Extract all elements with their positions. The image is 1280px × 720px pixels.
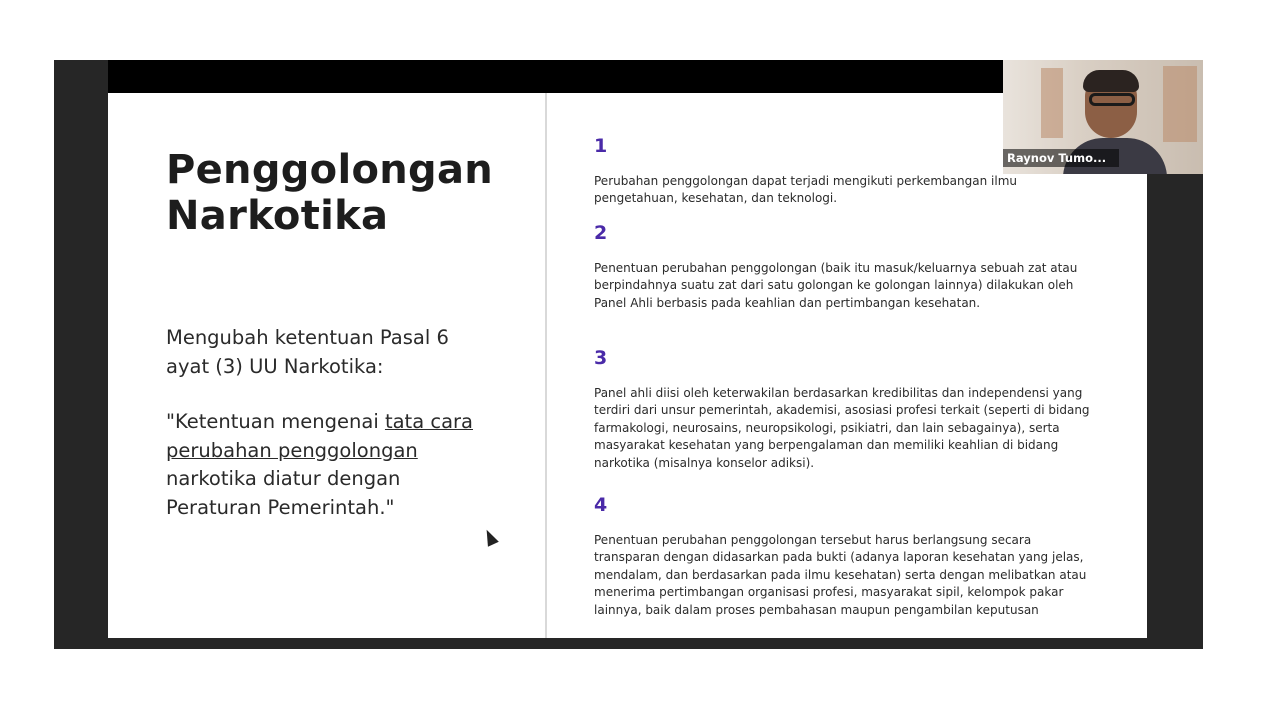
quote-start: "Ketentuan mengenai <box>166 410 385 433</box>
bookshelf-left <box>1041 68 1063 138</box>
item-number-3: 3 <box>594 347 608 369</box>
participant-video-tile[interactable] <box>1003 60 1203 174</box>
bookshelf-right <box>1163 66 1197 142</box>
participant-name-label: Raynov Tumo... <box>1003 149 1119 167</box>
presentation-slide <box>108 93 1147 638</box>
participant-glasses <box>1089 93 1135 106</box>
item-text-1: Perubahan penggolongan dapat terjadi mengikuti perkembangan ilmu pengetahuan, kesehatan, dan teknologi. <box>594 174 1017 206</box>
slide-divider <box>545 93 547 638</box>
item-text-3: Panel ahli diisi oleh keterwakilan berdasarkan kredibilitas dan independensi yang terdiri dari unsur pemerintah, akademisi, asosiasi profesi terkait (seperti di bidang farmakologi, neurosains, neuropsikologi, psikiatri, dan lain sebagainya), serta masyarakat kesehatan yang berpengalaman dan memiliki keahlian di bidang narkotika (misalnya konselor adiksi). <box>594 386 1090 470</box>
slide-title: Penggolongan Narkotika <box>166 147 494 239</box>
item-text-2: Penentuan perubahan penggolongan (baik itu masuk/keluarnya sebuah zat atau berpindahnya suatu zat dari satu golongan ke golongan lainnya) dilakukan oleh Panel Ahli berbasis pada keahlian dan pertimbangan kesehatan. <box>594 261 1078 310</box>
participant-hair <box>1083 70 1139 92</box>
slide-lead-text: Mengubah ketentuan Pasal 6 ayat (3) UU Narkotika: <box>166 326 449 378</box>
item-number-1: 1 <box>594 135 608 157</box>
screen-share-top-bar <box>108 60 1003 93</box>
quote-underlined-text: tata cara perubahan penggolongan <box>166 410 473 462</box>
quote-end: narkotika diatur dengan Peraturan Pemerintah." <box>166 467 401 519</box>
item-number-2: 2 <box>594 222 608 244</box>
item-number-4: 4 <box>594 494 608 516</box>
item-text-4: Penentuan perubahan penggolongan tersebut harus berlangsung secara transparan dengan didasarkan pada bukti (adanya laporan kesehatan yang jelas, mendalam, dan berdasarkan pada ilmu kesehatan) serta dengan melibatkan atau menerima pertimbangan organisasi profesi, masyarakat sipil, kelompok pakar lainnya, baik dalam proses pembahasan maupun pengambilan keputusan <box>594 533 1087 617</box>
slide-quote <box>166 408 496 522</box>
